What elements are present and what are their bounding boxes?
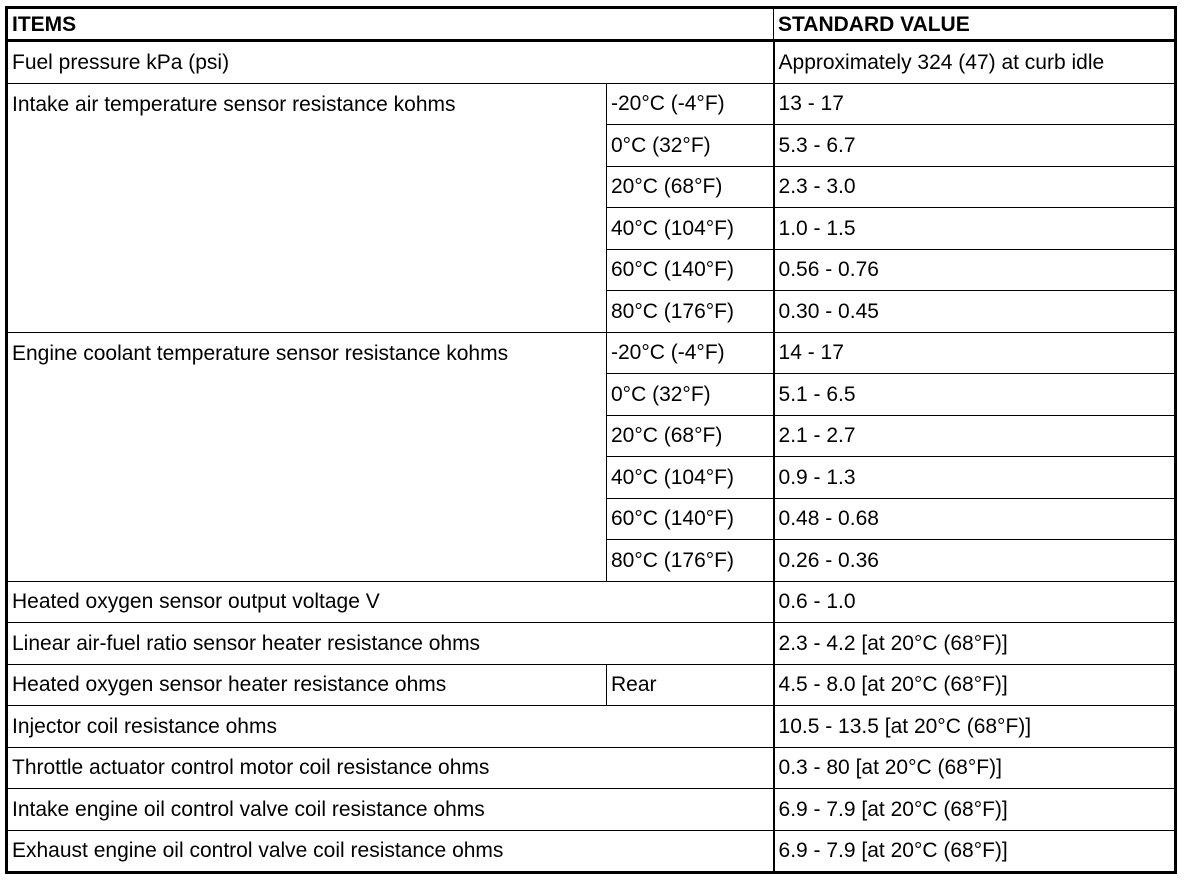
iat-condition: -20°C (-4°F) (607, 83, 774, 125)
ect-condition: 80°C (176°F) (607, 540, 774, 582)
table-row (7, 664, 1176, 706)
throttle-label: Throttle actuator control motor coil resistance ohms (7, 747, 774, 789)
table-row (7, 581, 1176, 623)
ect-condition: 40°C (104°F) (607, 457, 774, 499)
ho2s-heater-label: Heated oxygen sensor heater resistance ohms (7, 664, 607, 706)
ect-value: 14 - 17 (774, 332, 1176, 374)
ho2s-voltage-label: Heated oxygen sensor output voltage V (7, 581, 774, 623)
injector-label: Injector coil resistance ohms (7, 706, 774, 748)
iat-value: 0.30 - 0.45 (774, 291, 1176, 333)
ect-label: Engine coolant temperature sensor resistance kohms (7, 332, 607, 581)
ho2s-heater-value: 4.5 - 8.0 [at 20°C (68°F)] (774, 664, 1176, 706)
header-items: ITEMS (7, 8, 774, 41)
ect-value: 0.9 - 1.3 (774, 457, 1176, 499)
ho2s-heater-condition: Rear (607, 664, 774, 706)
table-row (7, 789, 1176, 831)
iat-value: 2.3 - 3.0 (774, 166, 1176, 208)
table-row (7, 332, 1176, 374)
fuel-pressure-label: Fuel pressure kPa (psi) (7, 41, 774, 84)
header-standard-value: STANDARD VALUE (774, 8, 1176, 41)
table-row (7, 706, 1176, 748)
table-row (7, 747, 1176, 789)
table-row (7, 623, 1176, 665)
iat-value: 1.0 - 1.5 (774, 208, 1176, 250)
af-heater-label: Linear air-fuel ratio sensor heater resistance ohms (7, 623, 774, 665)
ect-value: 5.1 - 6.5 (774, 374, 1176, 416)
header-row (7, 8, 1176, 41)
iat-value: 5.3 - 6.7 (774, 125, 1176, 167)
iat-label: Intake air temperature sensor resistance kohms (7, 83, 607, 332)
exhaust-ocv-label: Exhaust engine oil control valve coil resistance ohms (7, 830, 774, 873)
ect-value: 0.26 - 0.36 (774, 540, 1176, 582)
ect-value: 0.48 - 0.68 (774, 498, 1176, 540)
table-row (7, 830, 1176, 873)
ect-value: 2.1 - 2.7 (774, 415, 1176, 457)
iat-condition: 0°C (32°F) (607, 125, 774, 167)
ect-condition: 0°C (32°F) (607, 374, 774, 416)
iat-condition: 60°C (140°F) (607, 249, 774, 291)
iat-condition: 20°C (68°F) (607, 166, 774, 208)
table-row (7, 41, 1176, 84)
intake-ocv-label: Intake engine oil control valve coil resistance ohms (7, 789, 774, 831)
iat-condition: 40°C (104°F) (607, 208, 774, 250)
ect-condition: 20°C (68°F) (607, 415, 774, 457)
ect-condition: 60°C (140°F) (607, 498, 774, 540)
fuel-pressure-value: Approximately 324 (47) at curb idle (774, 41, 1176, 84)
spec-table (5, 6, 1177, 874)
ect-condition: -20°C (-4°F) (607, 332, 774, 374)
af-heater-value: 2.3 - 4.2 [at 20°C (68°F)] (774, 623, 1176, 665)
throttle-value: 0.3 - 80 [at 20°C (68°F)] (774, 747, 1176, 789)
exhaust-ocv-value: 6.9 - 7.9 [at 20°C (68°F)] (774, 830, 1176, 873)
iat-value: 0.56 - 0.76 (774, 249, 1176, 291)
iat-condition: 80°C (176°F) (607, 291, 774, 333)
intake-ocv-value: 6.9 - 7.9 [at 20°C (68°F)] (774, 789, 1176, 831)
table-row (7, 83, 1176, 125)
injector-value: 10.5 - 13.5 [at 20°C (68°F)] (774, 706, 1176, 748)
ho2s-voltage-value: 0.6 - 1.0 (774, 581, 1176, 623)
iat-value: 13 - 17 (774, 83, 1176, 125)
